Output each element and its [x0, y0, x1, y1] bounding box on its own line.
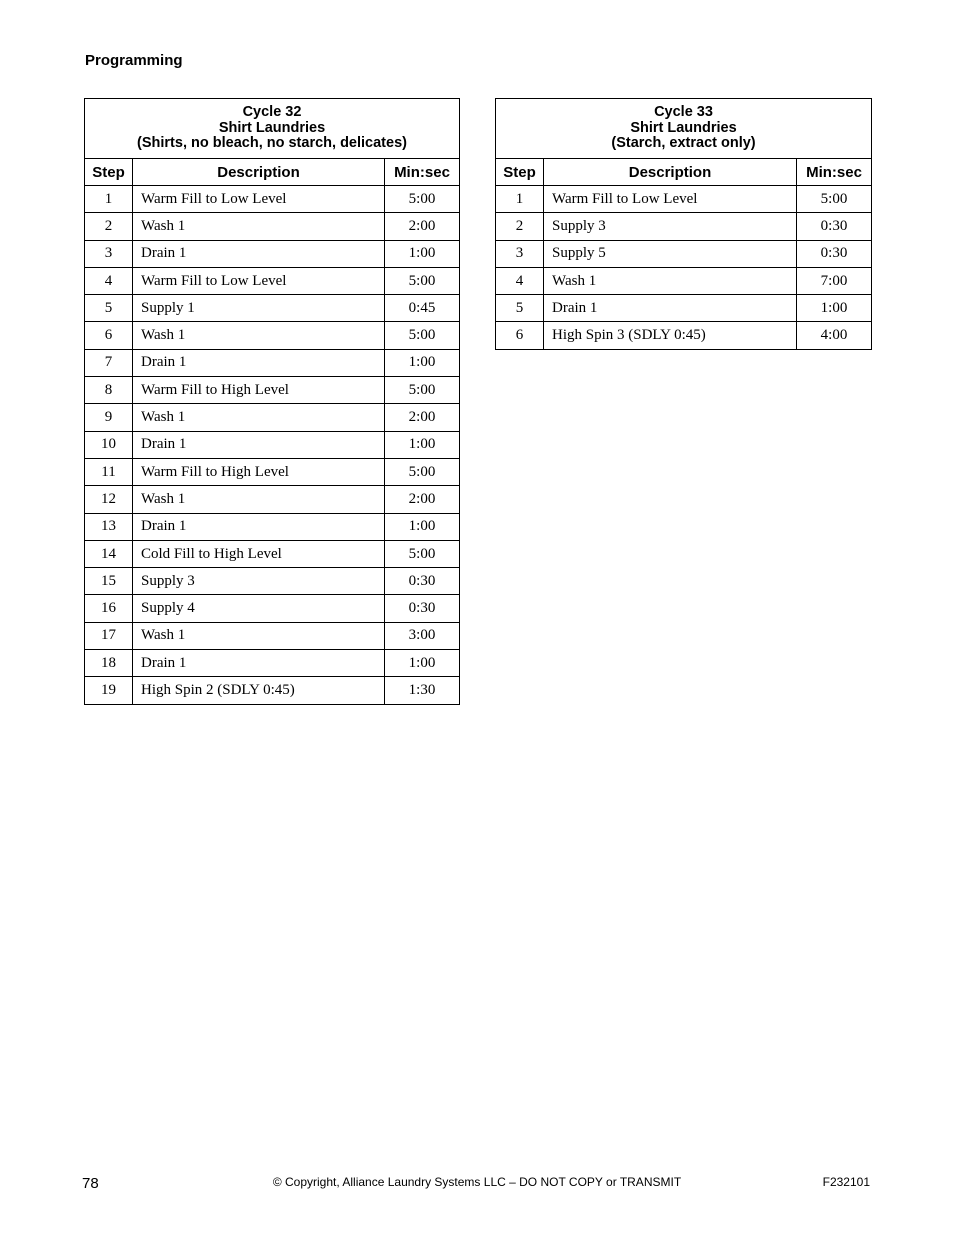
table-row: [85, 486, 460, 513]
description-cell: Drain 1: [133, 349, 385, 376]
step-column-header: Step: [496, 159, 544, 186]
description-cell: Wash 1: [133, 404, 385, 431]
table-row: [496, 213, 872, 240]
table-row: [85, 213, 460, 240]
minsec-column-header: Min:sec: [797, 159, 872, 186]
step-cell: 18: [85, 650, 133, 677]
table-row: [496, 295, 872, 322]
step-cell: 13: [85, 513, 133, 540]
cycle-number: Cycle 32: [242, 104, 302, 121]
cycle-name: Shirt Laundries: [218, 119, 326, 136]
description-cell: Drain 1: [133, 513, 385, 540]
step-cell: 19: [85, 677, 133, 704]
step-cell: 14: [85, 540, 133, 567]
minsec-cell: 5:00: [385, 377, 460, 404]
table-row: [85, 540, 460, 567]
minsec-cell: 0:45: [385, 295, 460, 322]
minsec-cell: 2:00: [385, 213, 460, 240]
table-row: [85, 650, 460, 677]
page-number: 78: [82, 1175, 99, 1192]
cycle-number: Cycle 33: [654, 104, 713, 121]
description-cell: Drain 1: [544, 295, 797, 322]
step-cell: 1: [85, 186, 133, 213]
table-row: [85, 240, 460, 267]
table-row: [85, 431, 460, 458]
step-cell: 4: [85, 267, 133, 294]
description-cell: Wash 1: [133, 486, 385, 513]
table-row: [85, 295, 460, 322]
table-row: [85, 595, 460, 622]
table-row: [85, 513, 460, 540]
cycle-32-table: [84, 98, 460, 705]
table-row: [496, 186, 872, 213]
minsec-cell: 1:00: [385, 431, 460, 458]
minsec-cell: 5:00: [385, 267, 460, 294]
description-cell: Wash 1: [133, 322, 385, 349]
minsec-cell: 1:30: [385, 677, 460, 704]
description-cell: Drain 1: [133, 240, 385, 267]
step-cell: 6: [85, 322, 133, 349]
table-row: [85, 377, 460, 404]
step-cell: 16: [85, 595, 133, 622]
description-cell: Warm Fill to Low Level: [133, 186, 385, 213]
minsec-cell: 1:00: [385, 513, 460, 540]
minsec-cell: 5:00: [385, 186, 460, 213]
description-cell: Warm Fill to Low Level: [133, 267, 385, 294]
step-cell: 3: [85, 240, 133, 267]
description-cell: Warm Fill to High Level: [133, 377, 385, 404]
minsec-cell: 5:00: [797, 186, 872, 213]
minsec-cell: 1:00: [385, 650, 460, 677]
minsec-cell: 5:00: [385, 322, 460, 349]
description-cell: Wash 1: [133, 622, 385, 649]
table-row: [496, 322, 872, 349]
minsec-cell: 0:30: [385, 595, 460, 622]
minsec-cell: 2:00: [385, 486, 460, 513]
description-cell: Supply 5: [544, 240, 797, 267]
step-column-header: Step: [85, 159, 133, 186]
minsec-cell: 0:30: [385, 568, 460, 595]
minsec-cell: 0:30: [797, 240, 872, 267]
minsec-cell: 1:00: [385, 240, 460, 267]
description-cell: Warm Fill to Low Level: [544, 186, 797, 213]
table-row: [85, 349, 460, 376]
description-cell: Supply 3: [133, 568, 385, 595]
description-cell: Cold Fill to High Level: [133, 540, 385, 567]
step-cell: 2: [496, 213, 544, 240]
step-cell: 7: [85, 349, 133, 376]
step-cell: 8: [85, 377, 133, 404]
description-cell: Supply 3: [544, 213, 797, 240]
table-row: [85, 568, 460, 595]
table-row: [496, 267, 872, 294]
step-cell: 6: [496, 322, 544, 349]
document-code: F232101: [822, 1175, 870, 1189]
minsec-cell: 5:00: [385, 540, 460, 567]
table-row: [85, 622, 460, 649]
cycle-name: Shirt Laundries: [630, 119, 737, 136]
step-cell: 11: [85, 458, 133, 485]
step-cell: 12: [85, 486, 133, 513]
description-cell: Drain 1: [133, 431, 385, 458]
step-cell: 9: [85, 404, 133, 431]
table-row: [496, 240, 872, 267]
step-cell: 1: [496, 186, 544, 213]
cycle-subtitle: (Shirts, no bleach, no starch, delicates): [137, 135, 407, 152]
description-cell: High Spin 3 (SDLY 0:45): [544, 322, 797, 349]
table-row: [85, 677, 460, 704]
table-title: [85, 99, 460, 159]
step-cell: 10: [85, 431, 133, 458]
table-row: [85, 458, 460, 485]
minsec-column-header: Min:sec: [385, 159, 460, 186]
description-cell: Wash 1: [544, 267, 797, 294]
description-cell: Supply 4: [133, 595, 385, 622]
description-cell: Drain 1: [133, 650, 385, 677]
minsec-cell: 1:00: [797, 295, 872, 322]
step-cell: 17: [85, 622, 133, 649]
description-column-header: Description: [133, 159, 385, 186]
cycle-subtitle: (Starch, extract only): [611, 135, 756, 152]
copyright-notice: © Copyright, Alliance Laundry Systems LLC – DO NOT COPY or TRANSMIT: [272, 1175, 682, 1189]
description-cell: Supply 1: [133, 295, 385, 322]
cycle-33-table: [495, 98, 872, 350]
minsec-cell: 3:00: [385, 622, 460, 649]
table-row: [85, 322, 460, 349]
table-row: [85, 267, 460, 294]
description-cell: Wash 1: [133, 213, 385, 240]
step-cell: 5: [496, 295, 544, 322]
step-cell: 3: [496, 240, 544, 267]
section-header: Programming: [85, 52, 183, 69]
minsec-cell: 1:00: [385, 349, 460, 376]
minsec-cell: 5:00: [385, 458, 460, 485]
step-cell: 2: [85, 213, 133, 240]
table-row: [85, 404, 460, 431]
table-row: [85, 186, 460, 213]
minsec-cell: 2:00: [385, 404, 460, 431]
minsec-cell: 4:00: [797, 322, 872, 349]
step-cell: 4: [496, 267, 544, 294]
description-column-header: Description: [544, 159, 797, 186]
minsec-cell: 0:30: [797, 213, 872, 240]
description-cell: High Spin 2 (SDLY 0:45): [133, 677, 385, 704]
description-cell: Warm Fill to High Level: [133, 458, 385, 485]
minsec-cell: 7:00: [797, 267, 872, 294]
table-title: [496, 99, 872, 159]
step-cell: 5: [85, 295, 133, 322]
step-cell: 15: [85, 568, 133, 595]
